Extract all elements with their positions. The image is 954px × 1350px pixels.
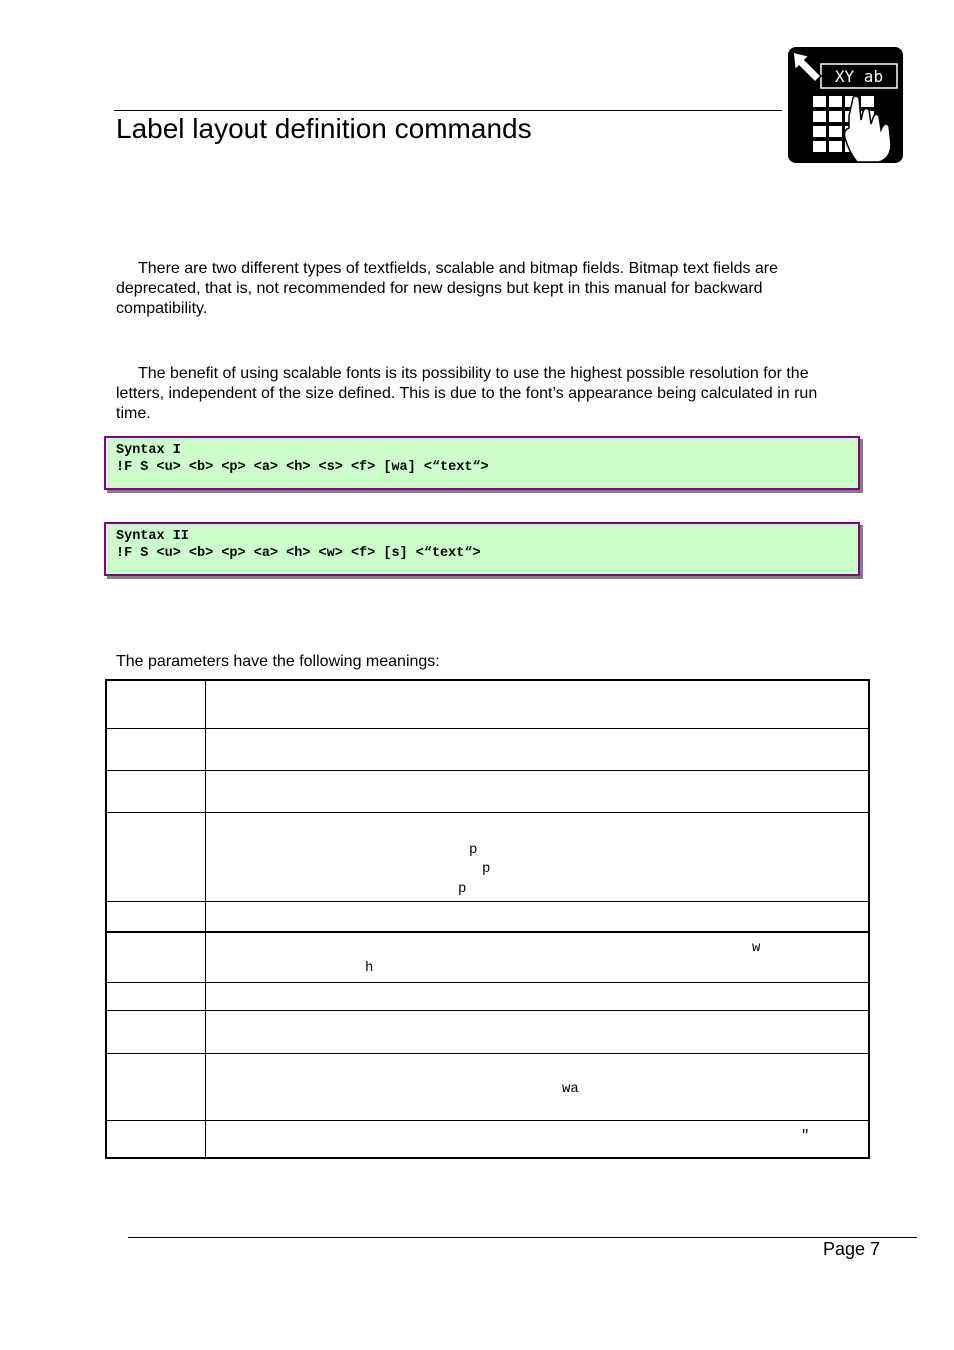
table-cell-fragment: p — [469, 842, 478, 858]
table-cell-fragment: p — [458, 881, 467, 897]
table-row-line — [107, 728, 868, 729]
syntax-label: Syntax II — [116, 529, 189, 544]
syntax-code: !F S <u> <b> <p> <a> <h> <s> <f> [wa] <“text“> — [116, 460, 489, 475]
table-row-line — [107, 1010, 868, 1011]
syntax-code: !F S <u> <b> <p> <a> <h> <w> <f> [s] <“text“> — [116, 546, 481, 561]
table-row-line — [107, 812, 868, 813]
table-cell-fragment: wa — [562, 1081, 579, 1097]
table-row-line — [107, 1053, 868, 1054]
header-rule — [114, 110, 782, 111]
syntax-box — [104, 436, 860, 490]
table-row-line — [107, 770, 868, 771]
table-cell-fragment: " — [801, 1128, 810, 1144]
page-title: Label layout definition commands — [116, 113, 532, 144]
table-cell-fragment: p — [482, 861, 491, 877]
footer-rule — [128, 1237, 917, 1238]
table-row-line — [107, 931, 868, 933]
table-column-divider — [205, 681, 206, 1157]
table-intro: The parameters have the following meanings: — [116, 653, 440, 670]
table-cell-fragment: h — [365, 960, 374, 976]
parameters-table — [105, 679, 870, 1159]
table-row-line — [107, 982, 868, 983]
intro-paragraph: There are two different types of textfields, scalable and bitmap fields. Bitmap text fields are deprecated, that is, not recommended for new designs but kept in this manual for backward compatibility. — [116, 260, 779, 317]
scalable-fonts-paragraph: The benefit of using scalable fonts is its possibility to use the highest possible resolution for the letters, independent of the size defined. This is due to the font’s appearance being calculated in run time. — [116, 365, 818, 422]
syntax-box — [104, 522, 860, 576]
page-number: Page 7 — [823, 1239, 881, 1259]
logo-text: XY ab — [834, 67, 884, 86]
table-cell-fragment: w — [752, 940, 761, 956]
syntax-label: Syntax I — [116, 443, 181, 458]
table-row-line — [107, 1120, 868, 1121]
calculator-keypad-hand-icon — [787, 46, 904, 164]
table-row-line — [107, 901, 868, 902]
